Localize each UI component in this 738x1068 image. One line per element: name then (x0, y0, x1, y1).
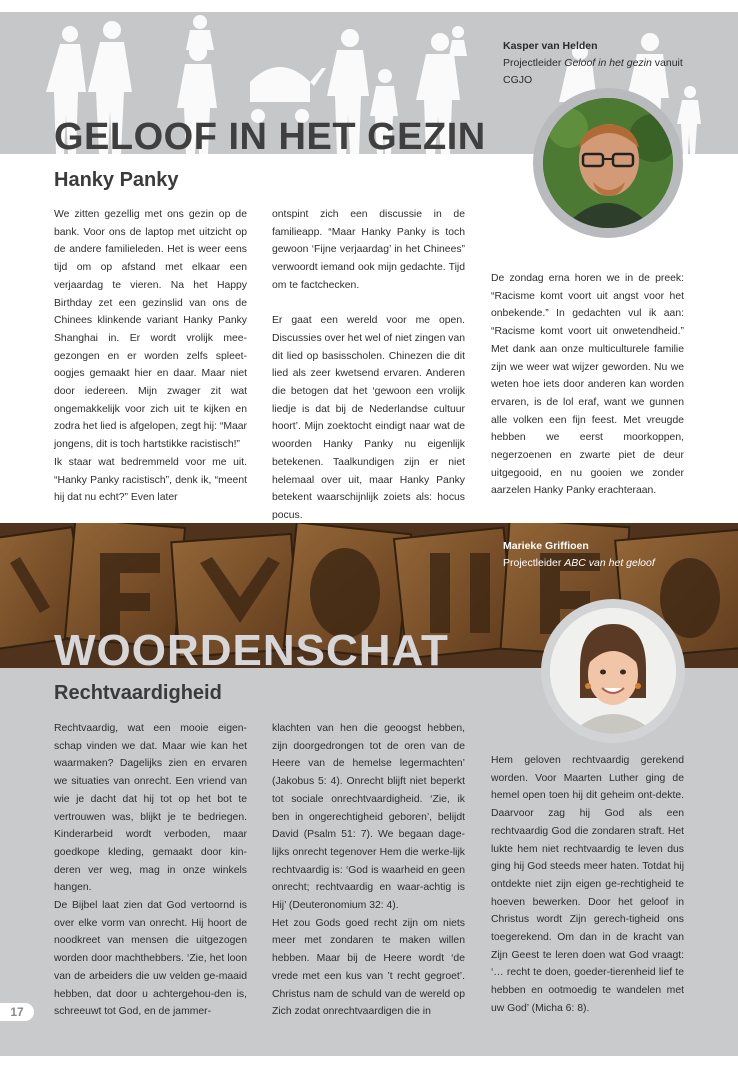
paragraph: De zondag erna horen we in de preek: “Racisme komt voort uit angst voor het onbekende.” In gedachten vul ik aan: “Racisme komt voort uit onwetendheid.” Met dank aan onze multiculturele familie zijn we weer wat wijzer geworden. Nu we weten hoe iets door anderen kan worden ervaren, is de lol eraf, want we gunnen alle volken een fijn feest. Met vreugde hebben we eerst moorkoppen, negerzoenen en zwarte piet de deur uitgegooid, en nu gooien we zonder aarzelen Hanky Panky erachteraan. (491, 273, 684, 497)
text-column-1 (54, 206, 247, 507)
text-column-1 (54, 720, 247, 1021)
woman-portrait-illustration (550, 608, 676, 734)
paragraph: Rechtvaardig, wat een mooie eigen-schap vinden we dat. Maar wie kan het waarmaken? Dagelijks zien en ervaren we situaties van onrecht. Een vriend van wie je dacht dat hij tot op het bot te vertrouwen was, blijkt je te bedriegen. Kinderarbeid wordt verboden, maar goedkope kleding, gemaakt door kin-deren ver weg, mag in onze winkels hangen. (54, 723, 247, 894)
page-number: 17 (0, 1003, 34, 1021)
paragraph: Het zou Gods goed recht zijn om niets meer met zondaren te maken willen hebben. Maar bij de Heere wordt ‘de vrede met een kus van ’t recht gegroet’. Christus nam de schuld van de wereld op Zich zodat onrechtvaardigen die in (272, 917, 465, 1018)
author-credit (503, 538, 723, 572)
section-title: WOORDENSCHAT (54, 626, 449, 675)
paragraph: Hem geloven rechtvaardig gerekend worden. Voor Maarten Luther ging de hemel open toen hij dit geheim ont-dekte. Daarvoor zag hij God als een rechtvaardig God die zondaren straft. Het lukte hem niet rechtvaardig te leven dus ging hij God steeds meer haten. Totdat hij ontdekte niet zijn eigen ge-rechtigheid te hoeven bewerken. Door het geloof in Christus wordt Zijn gerech-tigheid ons toegerekend. Om dan in de kracht van Zijn Geest te leren doen wat God vraagt: ‘… recht te doen, goeder-tierenheid lief te hebben en ootmoedig te wandelen met uw God’ (Micha 6: 8). (491, 755, 684, 1014)
paragraph: Er gaat een wereld voor me open. Discussies over het wel of niet zingen van dit lied op basisscholen. Chinezen die dit lied als zeer kwetsend ervaren. Anderen die betogen dat het ‘gewoon een vrolijk liedje is dat bij de Nederlandse cultuur hoort’. Mijn zoektocht eindigt naar wat de woorden Hanky Panky nu eigenlijk betekenen. Taalkundigen zijn er niet helemaal over uit, maar Hanky Panky betekent waarschijnlijk zoiets als: hocus pocus. (272, 315, 465, 521)
author-portrait (543, 98, 673, 228)
article-subtitle: Hanky Panky (54, 169, 179, 191)
author-role: Projectleider Geloof in het gezin vanuit CGJO (503, 57, 683, 86)
author-name: Kasper van Helden (503, 40, 598, 52)
paragraph: ontspint zich een discussie in de familieapp. “Maar Hanky Panky is toch gewoon ‘Fijne verjaardag’ in het Chinees” verwoordt iemand ook mijn gedachte. Tijd om te factchecken. (272, 209, 465, 291)
paragraph: We zitten gezellig met ons gezin op de bank. Voor ons de laptop met uitzicht op de andere familieleden. Het is weer eens tijd om op afstand met elkaar een verjaardag te vieren. Na het Happy Birthday zet een gezinslid van ons de Chinees klinkende variant Hanky Panky Shanghai in. Er wordt vrolijk mee-gezongen en er worden zelfs spleet-oogjes gemaakt hier en daar. Maar niet door iedereen. Mijn zwager zit wat ongemakkelijk voor zich uit te kijken en zodra het lied is afgelopen, zegt hij: “Maar jongens, dit is toch hartstikke racistisch!” (54, 209, 247, 451)
author-role: Projectleider ABC van het geloof (503, 557, 655, 569)
text-column-2 (272, 206, 465, 525)
man-portrait-illustration (543, 98, 673, 228)
section-title: GELOOF IN HET GEZIN (54, 116, 486, 158)
author-credit (503, 38, 713, 89)
author-portrait (550, 608, 676, 734)
paragraph: Ik staar wat bedremmeld voor me uit. “Hanky Panky racistisch”, denk ik, “meent hij dat nu echt?” Even later (54, 456, 247, 504)
author-name: Marieke Griffioen (503, 540, 589, 552)
text-column-2 (272, 720, 465, 1021)
text-column-3 (491, 270, 684, 500)
paragraph: De Bijbel laat zien dat God vertoornd is over elke vorm van onrecht. Hij hoort de noodkreet van mensen die uitgezogen worden door machthebbers. ‘Zie, het loon van de arbeiders die uw velden ge-maaid hebben, dat door u achtergehou-den is, schreeuwt tot God, en de jammer- (54, 900, 247, 1018)
paragraph: klachten van hen die geoogst hebben, zijn doorgedrongen tot de oren van de Heere van de hemelse legermachten’ (Jakobus 5: 4). Onrecht blijft niet beperkt tot sociale onrechtvaardigheid. ‘Zie, ik ben in ongerechtigheid geboren’, belijdt David (Psalm 51: 7). We begaan dage-lijks onrecht tegenover Hem die werke-lijk rechtvaardig is: ‘God is waarheid en geen onrecht; rechtvaardig en waar-achtig is Hij’ (Deuteronomium 32: 4). (272, 723, 465, 912)
text-column-3 (491, 752, 684, 1018)
article-subtitle: Rechtvaardigheid (54, 682, 222, 704)
